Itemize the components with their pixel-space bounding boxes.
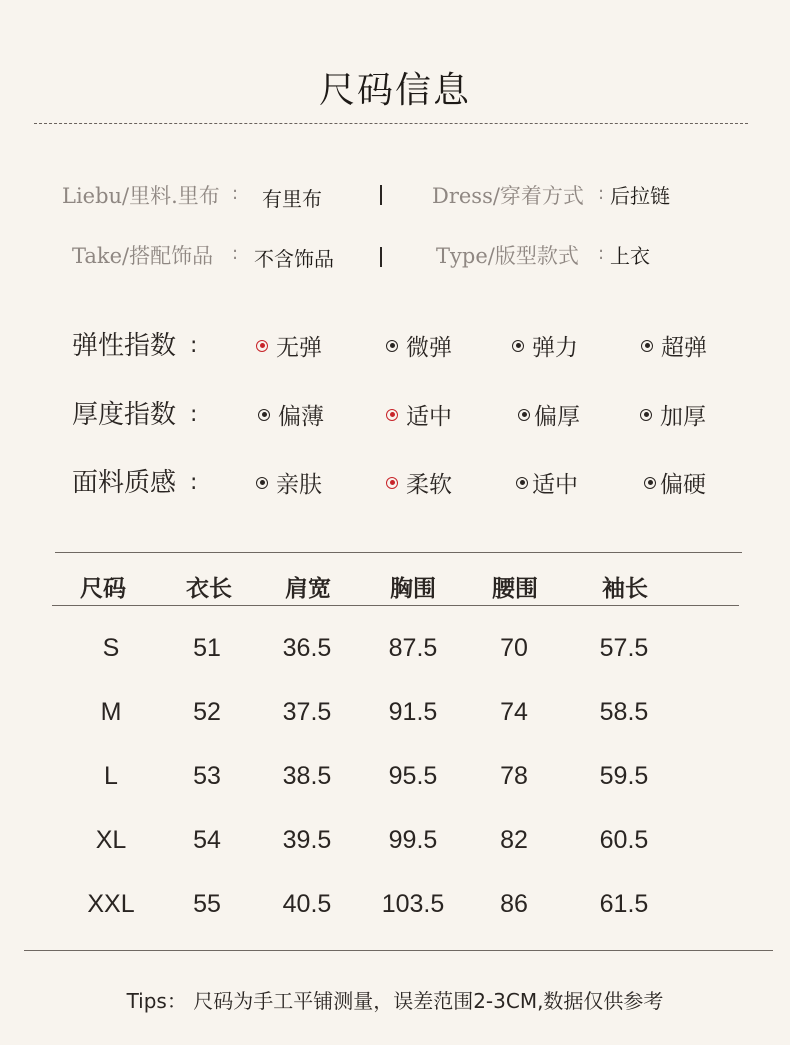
type-value: 上衣: [610, 244, 650, 268]
radio-icon: [258, 409, 270, 421]
radio-icon: [516, 477, 528, 489]
option-skin-friendly[interactable]: 亲肤: [256, 466, 322, 499]
radio-icon: [641, 340, 653, 352]
radio-icon: [644, 477, 656, 489]
radio-icon: [518, 409, 530, 421]
radio-selected-icon: [386, 409, 398, 421]
cell-shoulder: 40.5: [282, 890, 332, 918]
thickness-label: 厚度指数: [72, 400, 177, 430]
cell-sleeve: 57.5: [599, 634, 649, 662]
lining-label: Liebu/里料.里布: [62, 184, 220, 208]
cell-length: 53: [193, 762, 221, 790]
cell-waist: 78: [500, 762, 528, 790]
table-top-rule: [55, 552, 742, 553]
option-thick[interactable]: 偏厚: [518, 398, 580, 431]
index-row-texture: [0, 462, 790, 506]
cell-waist: 74: [500, 698, 528, 726]
cell-size: L: [104, 762, 118, 790]
elasticity-label: 弹性指数: [72, 331, 177, 361]
cell-chest: 103.5: [381, 890, 445, 918]
cell-waist: 82: [500, 826, 528, 854]
page-title: 尺码信息: [318, 70, 471, 111]
info-row-lining-dress: [0, 180, 790, 220]
option-soft[interactable]: 柔软: [386, 466, 452, 499]
cell-size: XL: [95, 826, 127, 854]
index-row-elasticity: [0, 325, 790, 369]
radio-icon: [386, 340, 398, 352]
option-stiff[interactable]: 偏硬: [644, 466, 706, 499]
cell-chest: 87.5: [388, 634, 438, 662]
option-moderate[interactable]: 适中: [516, 466, 578, 499]
header-size: 尺码: [80, 576, 126, 602]
cell-size: M: [100, 698, 122, 726]
cell-length: 54: [193, 826, 221, 854]
option-thin[interactable]: 偏薄: [258, 398, 324, 431]
option-super-stretch[interactable]: 超弹: [641, 329, 707, 362]
thickness-colon: :: [190, 402, 198, 427]
cell-shoulder: 39.5: [282, 826, 332, 854]
option-slight-stretch[interactable]: 微弹: [386, 329, 452, 362]
cell-waist: 86: [500, 890, 528, 918]
header-sleeve: 袖长: [602, 576, 648, 602]
cell-size: S: [102, 634, 120, 662]
cell-shoulder: 37.5: [282, 698, 332, 726]
info-separator: [380, 185, 382, 205]
option-medium[interactable]: 适中: [386, 398, 452, 431]
radio-selected-icon: [256, 340, 268, 352]
elasticity-colon: :: [190, 333, 198, 358]
texture-colon: :: [190, 470, 198, 495]
header-length: 衣长: [186, 576, 232, 602]
radio-icon: [512, 340, 524, 352]
header-waist: 腰围: [492, 576, 538, 602]
texture-label: 面料质感: [72, 468, 177, 498]
type-label: Type/版型款式: [436, 244, 579, 268]
lining-value: 有里布: [262, 187, 322, 211]
cell-length: 51: [193, 634, 221, 662]
dress-colon: :: [598, 183, 605, 204]
cell-length: 52: [193, 698, 221, 726]
cell-sleeve: 60.5: [599, 826, 649, 854]
cell-chest: 99.5: [388, 826, 438, 854]
info-row-accessory-type: [0, 240, 790, 280]
lining-colon: :: [232, 183, 239, 204]
index-row-thickness: [0, 394, 790, 438]
dress-value: 后拉链: [610, 184, 670, 208]
accessory-colon: :: [232, 243, 239, 264]
accessory-value: 不含饰品: [254, 247, 334, 271]
option-extra-thick[interactable]: 加厚: [640, 398, 706, 431]
cell-sleeve: 59.5: [599, 762, 649, 790]
tips-note: Tips： 尺码为手工平铺测量，误差范围2-3CM,数据仅供参考: [126, 989, 664, 1013]
radio-icon: [640, 409, 652, 421]
cell-length: 55: [193, 890, 221, 918]
info-separator: [380, 247, 382, 267]
cell-sleeve: 61.5: [599, 890, 649, 918]
option-no-stretch[interactable]: 无弹: [256, 329, 322, 362]
type-colon: :: [598, 243, 605, 264]
accessory-label: Take/搭配饰品: [72, 244, 214, 268]
cell-waist: 70: [500, 634, 528, 662]
radio-icon: [256, 477, 268, 489]
cell-shoulder: 36.5: [282, 634, 332, 662]
dress-label: Dress/穿着方式: [432, 184, 584, 208]
header-shoulder: 肩宽: [285, 576, 331, 602]
radio-selected-icon: [386, 477, 398, 489]
cell-size: XXL: [87, 890, 135, 918]
cell-shoulder: 38.5: [282, 762, 332, 790]
table-bottom-rule: [24, 950, 773, 951]
cell-chest: 95.5: [388, 762, 438, 790]
cell-chest: 91.5: [388, 698, 438, 726]
option-stretch[interactable]: 弹力: [512, 329, 578, 362]
table-header-rule: [52, 605, 739, 606]
cell-sleeve: 58.5: [599, 698, 649, 726]
header-chest: 胸围: [390, 576, 436, 602]
title-divider: [34, 123, 748, 124]
